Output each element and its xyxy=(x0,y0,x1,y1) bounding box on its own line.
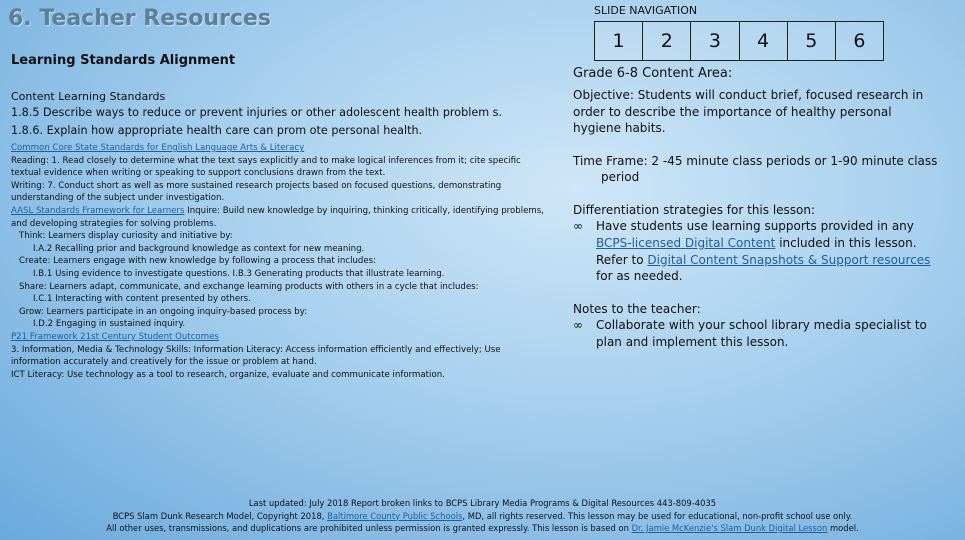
lesson-info-column xyxy=(573,66,943,351)
aasl-standard xyxy=(11,205,551,230)
create-text: Create: Learners engage with new knowledge by following a process that includes: xyxy=(19,256,377,267)
slide-6-button[interactable]: 6 xyxy=(853,30,866,52)
time-frame-text: Time Frame: 2 -45 minute class periods or 1-90 minute class xyxy=(573,153,938,168)
footer-model: model. xyxy=(827,523,859,533)
time-frame-continued: period xyxy=(601,170,640,184)
info-literacy-text: 3. Information, Media & Technology Skills: Information Literacy: Access information efficiently and effectively; Use information accurately and creatively for the issue or problem at hand. xyxy=(11,344,501,368)
share-item: I.C.1 Interacting with content presented by others. xyxy=(33,294,251,305)
grade-content-area: Grade 6-8 Content Area: xyxy=(573,66,733,81)
page-title: 6. Teacher Resources xyxy=(8,6,271,31)
infinity-bullet-icon: ∞ xyxy=(573,219,583,233)
reading-standard: Reading: 1. Read closely to determine what the text says explicitly and to make logical inferences from it; cite specific textual evidence when writing or speaking to support conclusions drawn from the text. xyxy=(11,155,521,179)
footer-line-3 xyxy=(0,522,965,535)
standards-column xyxy=(11,90,551,381)
slide-1-button[interactable]: 1 xyxy=(595,22,643,60)
differentiation-end: for as needed. xyxy=(596,269,683,283)
bcps-link[interactable]: Baltimore County Public Schools xyxy=(327,510,463,521)
share-text: Share: Learners adapt, communicate, and exchange learning products with others in a cycle that includes: xyxy=(19,281,479,292)
aasl-link[interactable]: AASL Standards Framework for Learners xyxy=(11,205,185,216)
p21-link[interactable]: P21 Framework 21st Century Student Outcomes xyxy=(11,331,219,342)
standard-1-8-6: 1.8.6. Explain how appropriate health care can prom ote personal health. xyxy=(11,124,423,137)
slide-2-button[interactable]: 2 xyxy=(643,22,691,60)
think-item: I.A.2 Recalling prior and background knowledge as context for new meaning. xyxy=(33,243,365,254)
section-subtitle: Learning Standards Alignment xyxy=(11,53,236,68)
writing-standard: Writing: 7. Conduct short as well as more sustained research projects based on focused questions, demonstrating understanding of the subject under investigation. xyxy=(11,180,502,204)
aasl-text: Inquire: Build new knowledge by inquiring, thinking critically, identifying problems, and developing strategies for solving problems. xyxy=(11,205,544,229)
footer-permissions: All other uses, transmissions, and duplications are prohibited unless permission is granted expressly. This lesson is based on xyxy=(106,523,632,533)
footer xyxy=(0,497,965,535)
slide-4-button[interactable]: 4 xyxy=(740,22,788,60)
differentiation-continued xyxy=(573,235,943,252)
snapshots-support-link[interactable]: Digital Content Snapshots & Support resources xyxy=(647,252,931,267)
differentiation-heading: Differentiation strategies for this lesson: xyxy=(573,202,816,217)
footer-line-1: Last updated: July 2018 Report broken links to BCPS Library Media Programs & Digital Resources 443-809-4035 xyxy=(248,498,717,508)
slide-5-button[interactable]: 5 xyxy=(788,22,836,60)
grow-text: Grow: Learners participate in an ongoing inquiry-based process by: xyxy=(19,306,308,317)
infinity-bullet-icon: ∞ xyxy=(573,318,583,332)
slide-navigation xyxy=(594,21,884,61)
content-standards-label: Content Learning Standards xyxy=(11,90,166,103)
standard-1-8-5: 1.8.5 Describe ways to reduce or prevent injuries or other adolescent health problem s. xyxy=(11,106,503,119)
slide-3-button[interactable]: 3 xyxy=(691,22,739,60)
bcps-digital-content-link[interactable]: BCPS-licensed Digital Content xyxy=(596,236,776,250)
differentiation-refer xyxy=(573,252,943,269)
differentiation-text-2: included in this lesson. xyxy=(775,236,917,250)
notes-bullet-text: Collaborate with your school library media specialist to xyxy=(596,318,927,332)
differentiation-bullet xyxy=(573,218,943,235)
ccss-link[interactable]: Common Core State Standards for English Language Arts & Literacy xyxy=(11,143,305,153)
create-item: I.B.1 Using evidence to investigate questions. I.B.3 Generating products that illustrate learning. xyxy=(33,268,445,279)
differentiation-bullet-text: Have students use learning supports provided in any xyxy=(596,219,914,233)
footer-copyright: BCPS Slam Dunk Research Model, Copyright 2018, xyxy=(112,510,328,521)
notes-heading: Notes to the teacher: xyxy=(573,301,701,316)
footer-rights: , MD, all rights reserved. This lesson may be used for educational, non-profit school use only. xyxy=(462,510,853,521)
grow-item: I.D.2 Engaging in sustained inquiry. xyxy=(33,319,186,330)
ict-literacy-text: ICT Literacy: Use technology as a tool to research, organize, evaluate and communicate information. xyxy=(11,369,445,380)
think-text: Think: Learners display curiosity and initiative by: xyxy=(19,231,233,242)
refer-to-text: Refer to xyxy=(596,252,648,267)
objective-text: Objective: Students will conduct brief, focused research in order to describe the importance of healthy personal hygiene habits. xyxy=(573,88,924,135)
notes-bullet xyxy=(573,317,943,334)
slide-navigation-label: SLIDE NAVIGATION xyxy=(594,4,698,17)
mckenzie-link[interactable]: Dr. Jamie McKenzie's Slam Dunk Digital Lesson xyxy=(631,523,828,533)
footer-line-2 xyxy=(0,510,965,523)
notes-continued: plan and implement this lesson. xyxy=(596,335,789,349)
